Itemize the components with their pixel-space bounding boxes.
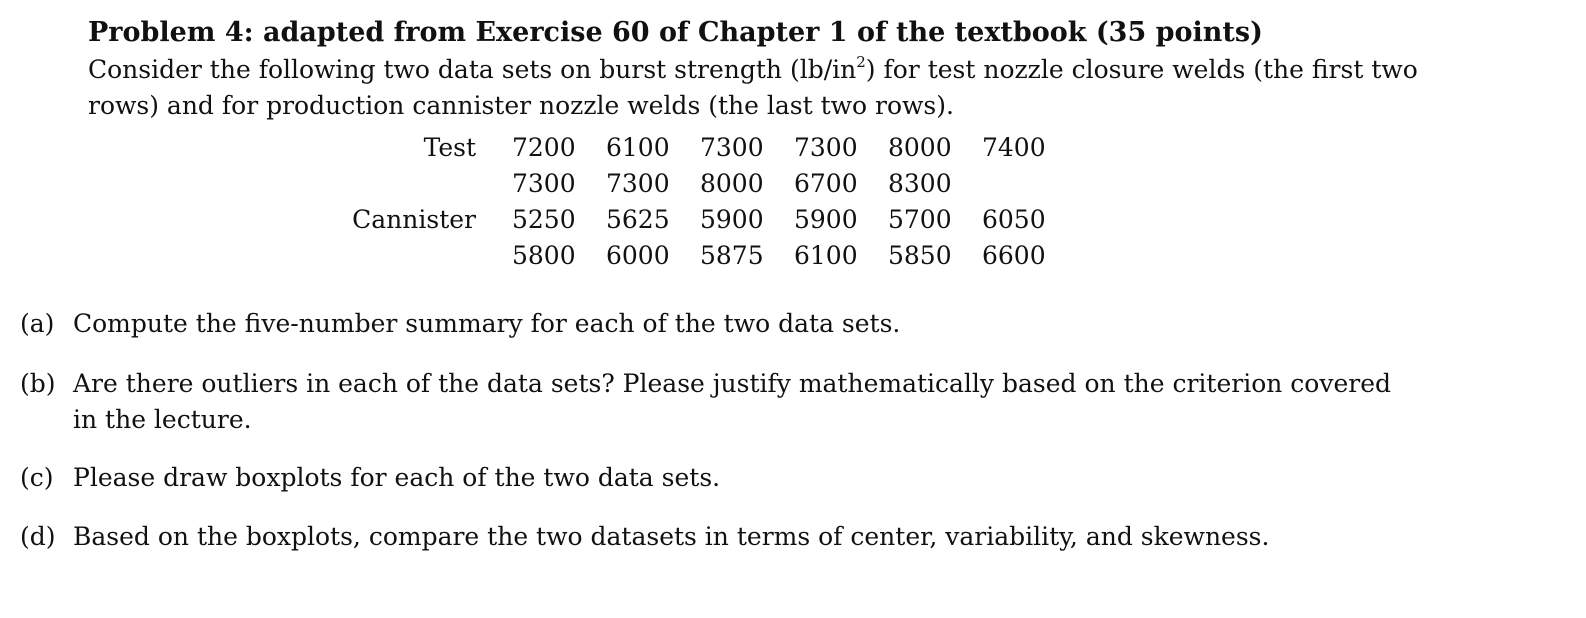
table-cell: 6100 xyxy=(606,133,670,162)
table-row xyxy=(346,202,1076,238)
table-cell: 6600 xyxy=(982,241,1046,270)
problem-parts-list xyxy=(20,306,1400,555)
part-text: Please draw boxplots for each of the two data sets. xyxy=(73,463,721,492)
intro-text-end: ) for test nozzle closure welds (the first two rows) and for production cannister nozzle welds (the last two rows). xyxy=(88,55,1418,120)
table-cell: 6700 xyxy=(794,169,858,198)
table-cell: 7300 xyxy=(512,169,576,198)
table-row xyxy=(346,130,1076,166)
table-cell: 7200 xyxy=(512,133,576,162)
table-cell xyxy=(982,166,1076,202)
part-text: Compute the five-number summary for each of the two data sets. xyxy=(73,309,901,338)
table-cell: 8000 xyxy=(888,133,952,162)
row-label: Test xyxy=(423,133,476,162)
table-cell: 5900 xyxy=(794,205,858,234)
table-cell: 7300 xyxy=(700,133,764,162)
table-cell: 7300 xyxy=(606,169,670,198)
table-cell: 6100 xyxy=(794,241,858,270)
intro-superscript: 2 xyxy=(856,52,866,71)
part-d xyxy=(20,519,1400,555)
table-cell: 7300 xyxy=(794,133,858,162)
problem-document xyxy=(88,14,1508,124)
part-c xyxy=(20,460,1400,496)
problem-intro xyxy=(88,52,1488,124)
table-cell: 8000 xyxy=(700,169,764,198)
table-cell: 6050 xyxy=(982,205,1046,234)
row-label xyxy=(346,166,512,202)
part-text: Are there outliers in each of the data sets? Please justify mathematically based on the criterion covered in the lecture. xyxy=(73,369,1392,434)
table-cell: 6000 xyxy=(606,241,670,270)
table-cell: 5700 xyxy=(888,205,952,234)
part-marker: (c) xyxy=(20,463,54,492)
table-row xyxy=(346,238,1076,274)
row-label xyxy=(346,238,512,274)
part-marker: (a) xyxy=(20,309,55,338)
problem-title: Problem 4: adapted from Exercise 60 of Chapter 1 of the textbook (35 points) xyxy=(88,17,1263,48)
table-cell: 5875 xyxy=(700,241,764,270)
intro-text-start: Consider the following two data sets on burst strength (lb/in xyxy=(88,55,857,84)
table-row xyxy=(346,166,1076,202)
burst-strength-table xyxy=(346,130,1076,274)
part-marker: (b) xyxy=(20,369,56,398)
part-text: Based on the boxplots, compare the two datasets in terms of center, variability, and skewness. xyxy=(73,522,1270,551)
part-b xyxy=(20,366,1400,438)
part-marker: (d) xyxy=(20,522,56,551)
table-cell: 5250 xyxy=(512,205,576,234)
part-a xyxy=(20,306,1400,342)
table-cell: 5850 xyxy=(888,241,952,270)
table-cell: 5800 xyxy=(512,241,576,270)
table-cell: 7400 xyxy=(982,133,1046,162)
row-label: Cannister xyxy=(352,205,476,234)
table-cell: 5900 xyxy=(700,205,764,234)
table-cell: 8300 xyxy=(888,169,952,198)
table-cell: 5625 xyxy=(606,205,670,234)
